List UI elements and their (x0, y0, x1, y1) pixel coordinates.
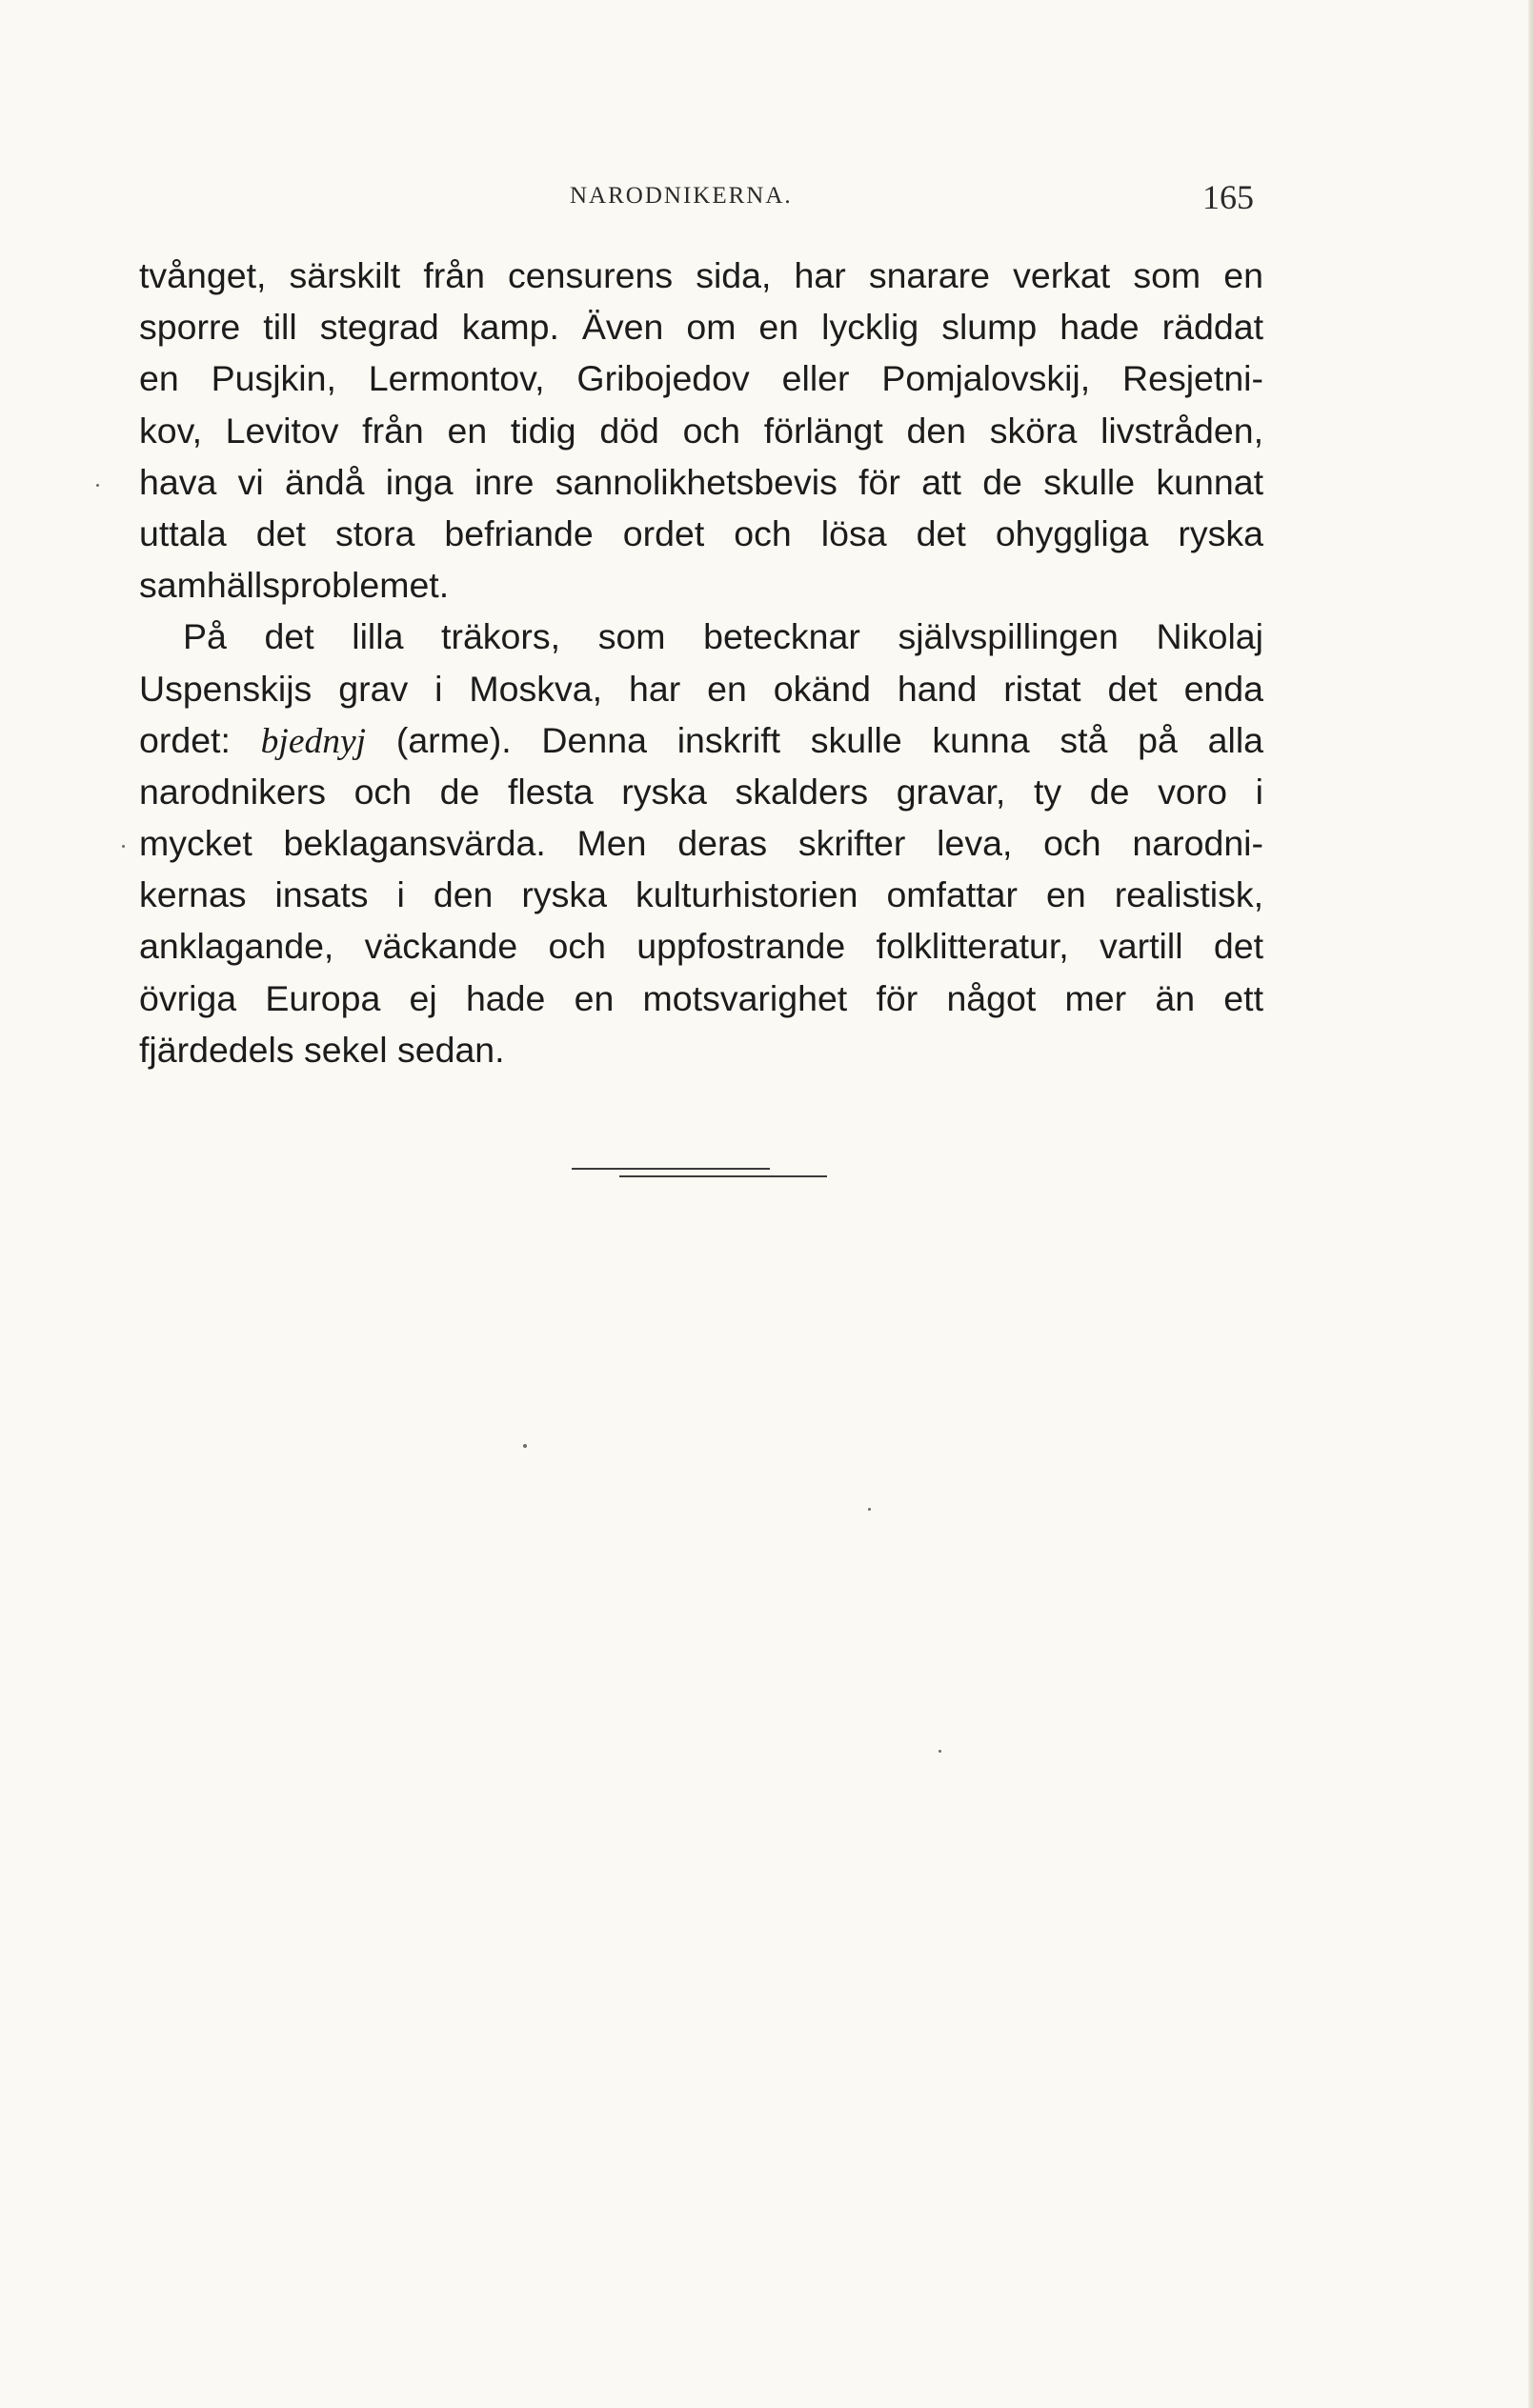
text-line: övriga Europa ej hade en motsvarighet för något mer än ett (139, 977, 1263, 1018)
text-line: narodnikers och de flesta ryska skalders gravar, ty de voro i (139, 771, 1263, 812)
page-edge-shadow (1528, 0, 1534, 2408)
text-line: hava vi ändå inga inre sannolikhetsbevis för att de skulle kunnat (139, 461, 1263, 502)
page-number: 165 (1202, 178, 1254, 216)
text-line-with-emphasis (139, 714, 1263, 766)
section-end-rule (572, 1168, 827, 1181)
text-line: sporre till stegrad kamp. Även om en lycklig slump hade räddat (139, 307, 1263, 348)
emphasized-word: bjednyj (260, 721, 367, 761)
line-suffix: (arme). Denna inskrift skulle kunna stå på alla (366, 719, 1264, 760)
text-line: Uspenskijs grav i Moskva, har en okänd hand ristat det enda (139, 668, 1263, 709)
paper-speck (523, 1444, 527, 1448)
text-line: samhällsproblemet. (139, 565, 450, 606)
rule-lower (619, 1175, 827, 1177)
text-line: kov, Levitov från en tidig död och förlängt den sköra livstråden, (139, 410, 1263, 451)
text-line: kernas insats i den ryska kulturhistorien omfattar en realistisk, (139, 874, 1263, 915)
text-line: mycket beklagansvärda. Men deras skrifter leva, och narodni- (139, 823, 1263, 864)
paper-speck (96, 484, 99, 487)
text-line: en Pusjkin, Lermontov, Gribojedov eller Pomjalovskij, Resjetni- (139, 358, 1263, 399)
text-line: anklagande, väckande och uppfostrande folklitteratur, vartill det (139, 926, 1263, 967)
running-title: NARODNIKERNA. (570, 183, 793, 209)
rule-upper (572, 1168, 770, 1170)
paper-speck (939, 1750, 941, 1753)
paper-speck (868, 1508, 871, 1511)
text-line: fjärdedels sekel sedan. (139, 1029, 505, 1070)
line-prefix: ordet: (139, 719, 261, 760)
body-text (139, 250, 1263, 1075)
text-line: På det lilla träkors, som betecknar självspillingen Nikolaj (183, 616, 1263, 657)
text-line: tvånget, särskilt från censurens sida, har snarare verkat som en (139, 255, 1263, 295)
text-line: uttala det stora befriande ordet och lösa det ohyggliga ryska (139, 512, 1263, 553)
paper-speck (122, 845, 125, 848)
